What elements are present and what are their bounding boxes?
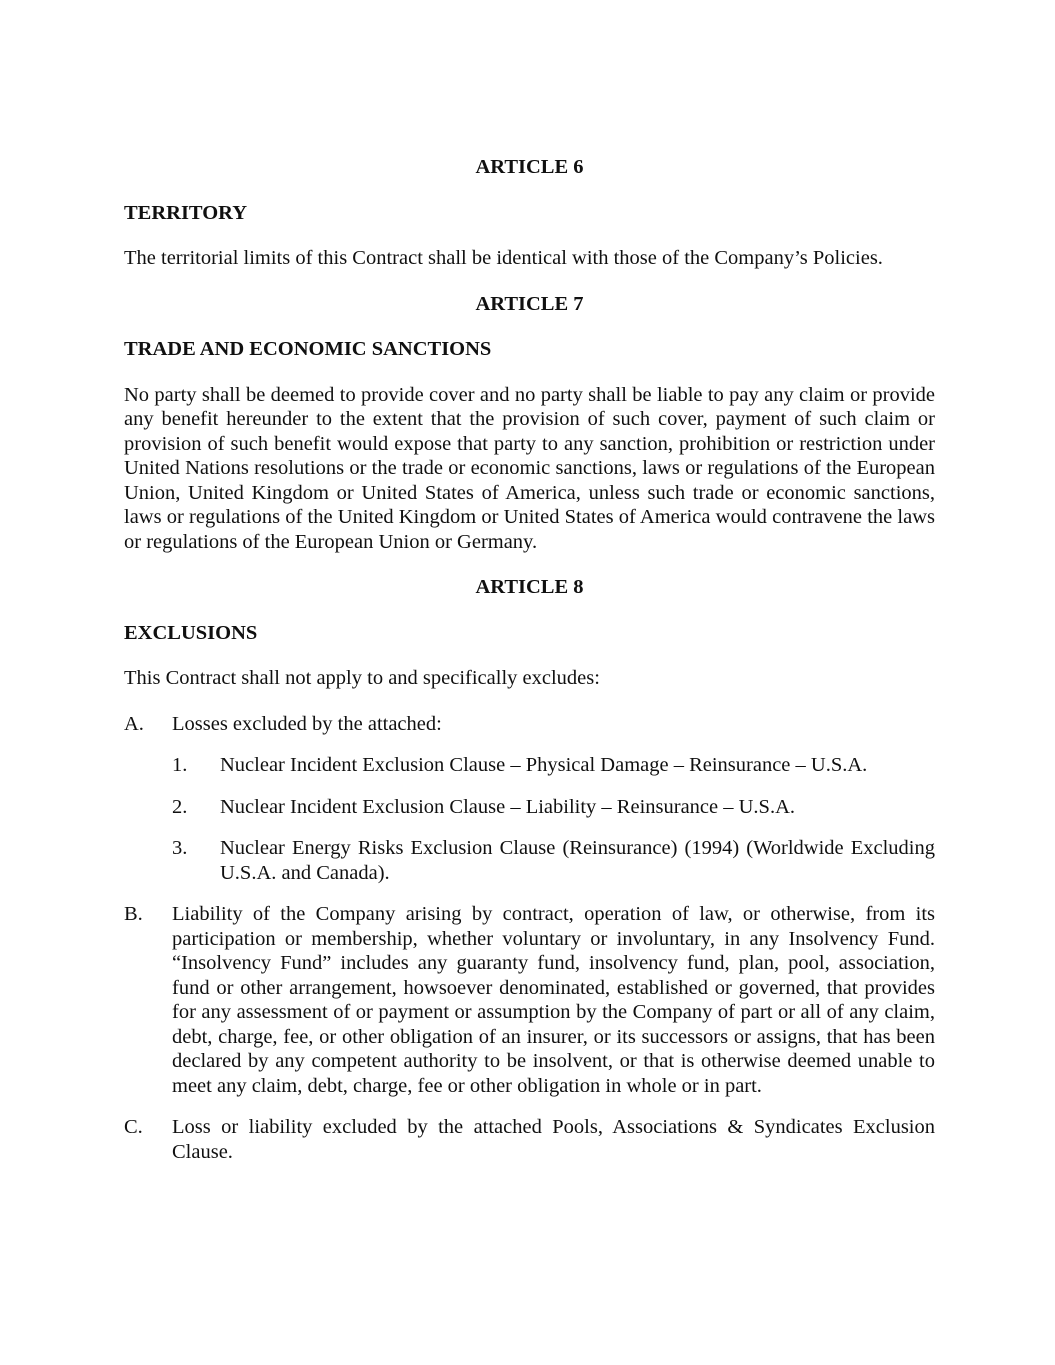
exclusion-item-c-marker: C. — [124, 1116, 143, 1138]
exclusion-item-b-marker: B. — [124, 903, 143, 925]
nuclear-clause-item-3-text: Nuclear Energy Risks Exclusion Clause (Reinsurance) (1994) (Worldwide Excluding U.S.A. and Canada). — [220, 837, 935, 884]
exclusion-item-a-marker: A. — [124, 712, 144, 735]
article-7-heading: ARTICLE 7 — [475, 292, 584, 315]
article-6-heading: ARTICLE 6 — [475, 156, 584, 178]
exclusion-item-c — [124, 1115, 935, 1164]
exclusion-item-a-text: Losses excluded by the attached: — [172, 712, 442, 735]
exclusion-item-c-text: Loss or liability excluded by the attached Pools, Associations & Syndicates Exclusion Clause. — [172, 1116, 935, 1163]
nuclear-clause-item-3-marker: 3. — [172, 837, 188, 859]
sanctions-paragraph: No party shall be deemed to provide cover and no party shall be liable to pay any claim or provide any benefit hereunder to the extent that the provision of such cover, payment of such claim or provision of such benefit would expose that party to any sanction, prohibition or restriction under United Nations resolutions or the trade or economic sanctions, laws or regulations of the European Union, United Kingdom or United States of America, unless such trade or economic sanctions, laws or regulations of the United Kingdom or United States of America would contravene the laws or regulations of the European Union or Germany. — [124, 383, 935, 553]
nuclear-clause-item-3 — [172, 836, 935, 885]
exclusion-item-a — [124, 712, 935, 737]
article-8-heading: ARTICLE 8 — [475, 576, 584, 598]
territory-paragraph: The territorial limits of this Contract shall be identical with those of the Company’s Policies. — [124, 247, 883, 269]
nuclear-clause-item-1 — [172, 753, 935, 778]
exclusion-item-a-sublist — [172, 753, 935, 885]
nuclear-clause-item-2-marker: 2. — [172, 795, 188, 818]
nuclear-clause-item-2 — [172, 795, 935, 820]
exclusion-item-b — [124, 902, 935, 1098]
exclusions-intro: This Contract shall not apply to and specifically excludes: — [124, 667, 600, 689]
sanctions-title: TRADE AND ECONOMIC SANCTIONS — [124, 338, 492, 360]
nuclear-clause-item-2-text: Nuclear Incident Exclusion Clause – Liability – Reinsurance – U.S.A. — [220, 795, 796, 818]
nuclear-clause-item-1-marker: 1. — [172, 754, 188, 776]
exclusions-title: EXCLUSIONS — [124, 621, 258, 644]
territory-title: TERRITORY — [124, 201, 248, 224]
nuclear-clause-item-1-text: Nuclear Incident Exclusion Clause – Physical Damage – Reinsurance – U.S.A. — [220, 754, 868, 776]
exclusion-item-b-text: Liability of the Company arising by contract, operation of law, or otherwise, from its participation or membership, whether voluntary or involuntary, in any Insolvency Fund. “Insolvency Fund” includes any guaranty fund, insolvency fund, plan, pool, association, fund or other arrangement, howsoever denominated, established or governed, that provides for any assessment of or payment or assumption by the Company of part or all of any claim, debt, charge, fee, or other obligation of an insurer, or its successors or assigns, that has been declared by any competent authority to be insolvent, or that is otherwise deemed unable to meet any claim, debt, charge, fee or other obligation in whole or in part. — [172, 903, 935, 1097]
